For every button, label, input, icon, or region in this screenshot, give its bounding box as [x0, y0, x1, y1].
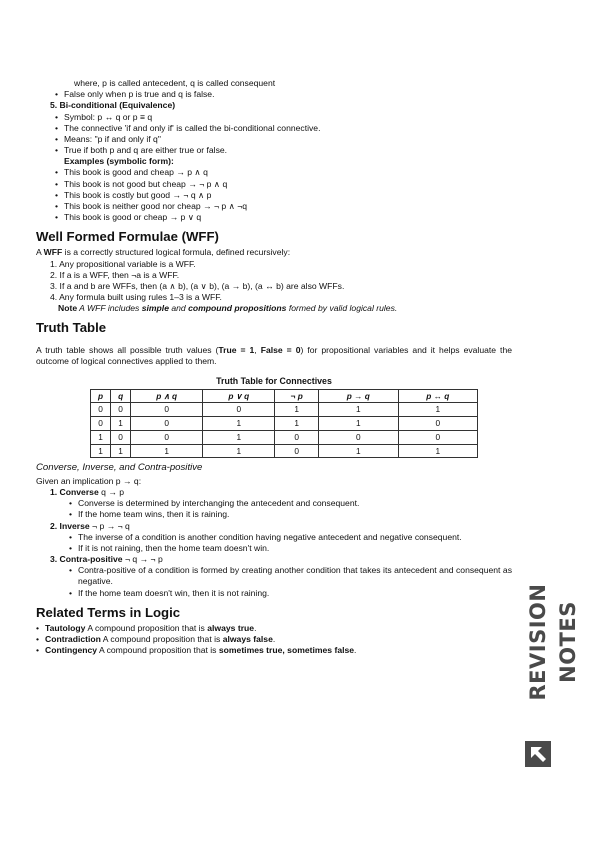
table-cell: 1	[319, 403, 398, 417]
table-cell: 1	[131, 444, 203, 458]
table-row	[91, 403, 478, 417]
header-cell: p ∨ q	[203, 389, 275, 403]
bicond-symbol: • Symbol: p ↔ q or p ≡ q	[36, 112, 512, 123]
term-end: .	[354, 645, 357, 656]
term-end: .	[272, 634, 276, 645]
example-item: • This book is costly but good → ¬ q ∧ p	[36, 190, 512, 201]
header-cell: p ↔ q	[398, 389, 478, 403]
table-row	[91, 444, 478, 458]
truth-table-title: Truth Table	[36, 320, 107, 336]
note-end: formed by valid logical rules.	[286, 303, 398, 314]
term: Contingency	[45, 645, 98, 656]
contra-bullet: • Contra-positive of a condition is formed by creating another condition that takes its antecedent and consequent as negative.	[36, 565, 512, 587]
table-cell: 0	[275, 444, 319, 458]
wff-rule: 3. If a and b are WFFs, then (a ∧ b), (a ∨ b), (a → b), (a ↔ b) are also WFFs.	[50, 280, 345, 291]
revision-notes-tab	[523, 552, 580, 772]
converse-label: 1. Converse	[50, 487, 99, 498]
wff-intro-bold: WFF	[43, 247, 63, 258]
header-cell: p → q	[319, 389, 398, 403]
table-cell: 1	[398, 444, 478, 458]
contra-bullet: • If the home team doesn't win, then it is not raining.	[36, 588, 512, 599]
header-cell: q	[111, 389, 131, 403]
converse-bullet: • Converse is determined by interchanging the antecedent and consequent.	[36, 498, 512, 509]
wff-intro	[36, 247, 512, 258]
arrow-up-left-icon	[525, 741, 551, 767]
cic-title: Converse, Inverse, and Contra-positive	[36, 462, 203, 474]
table-cell: 0	[203, 403, 275, 417]
table-cell: 1	[111, 444, 131, 458]
term-emphasis: sometimes true, sometimes false	[218, 645, 355, 656]
table-cell: 1	[203, 444, 275, 458]
term: Tautology	[45, 622, 86, 633]
converse-heading	[36, 487, 512, 498]
truth-table	[90, 389, 478, 459]
cic-given: Given an implication p → q:	[36, 475, 142, 486]
inverse-bullet: • If it is not raining, then the home team doesn't win.	[36, 543, 512, 554]
table-cell: 1	[203, 430, 275, 444]
contra-label: 3. Contra-positive	[50, 554, 123, 565]
table-cell: 1	[319, 444, 398, 458]
term-emphasis: always false	[222, 634, 273, 645]
page-content	[36, 78, 512, 656]
arrow-up-left-icon-svg	[525, 741, 551, 767]
wff-rule: 4. Any formula built using rules 1–3 is a WFF.	[50, 292, 222, 303]
table-cell: 0	[111, 430, 131, 444]
term-text: A compound proposition that is	[100, 634, 223, 645]
truth-p1: A truth table shows all possible truth values (	[36, 345, 219, 356]
header-cell: p ∧ q	[131, 389, 203, 403]
note-label: Note	[58, 303, 78, 314]
table-cell: 0	[91, 417, 111, 431]
table-cell: 0	[398, 430, 478, 444]
inverse-heading	[36, 521, 512, 532]
wff-intro-c: is a correctly structured logical formula, defined recursively:	[62, 247, 291, 258]
table-cell: 1	[203, 417, 275, 431]
table-cell: 1	[319, 417, 398, 431]
table-cell: 0	[111, 403, 131, 417]
wff-rule: 2. If a is a WFF, then ¬a is a WFF.	[50, 269, 180, 280]
bicond-connective: • The connective 'if and only if' is called the bi-conditional connective.	[36, 123, 512, 134]
inverse-bullet: • The inverse of a condition is another condition having negative antecedent and negative consequent.	[36, 532, 512, 543]
example-item: • This book is good and cheap → p ∧ q	[36, 167, 512, 178]
table-cell: 1	[275, 417, 319, 431]
example-item: • This book is not good but cheap → ¬ p ∧ q	[36, 179, 512, 190]
contra-formula: ¬ q → ¬ p	[122, 554, 163, 565]
table-cell: 0	[91, 403, 111, 417]
note-mid: and	[168, 303, 189, 314]
wff-intro-a: A	[36, 247, 44, 258]
table-caption: Truth Table for Connectives	[216, 376, 332, 387]
related-title: Related Terms in Logic	[36, 604, 181, 620]
table-cell: 0	[131, 430, 203, 444]
note-simple: simple	[141, 303, 169, 314]
table-cell: 0	[131, 417, 203, 431]
revision-notes-label: REVISION NOTES	[526, 583, 580, 701]
truth-false: False = 0	[260, 345, 301, 356]
converse-bullet: • If the home team wins, then it is raining.	[36, 509, 512, 520]
table-cell: 0	[275, 430, 319, 444]
related-item	[36, 623, 512, 634]
converse-formula: q → p	[98, 487, 125, 498]
table-cell: 0	[398, 417, 478, 431]
wff-rule: 1. Any propositional variable is a WFF.	[50, 258, 196, 269]
example-item: • This book is good or cheap → p ∨ q	[36, 212, 512, 223]
inverse-label: 2. Inverse	[50, 520, 90, 531]
table-cell: 1	[91, 444, 111, 458]
term: Contradiction	[45, 634, 101, 645]
header-cell: ¬ p	[275, 389, 319, 403]
table-row	[91, 430, 478, 444]
antecedent-line: where, p is called antecedent, q is called consequent	[74, 78, 276, 88]
bicond-means: • Means: "p if and only if q"	[36, 134, 512, 145]
term-end: .	[254, 622, 257, 633]
wff-title: Well Formed Formulae (WFF)	[36, 229, 219, 245]
table-row	[91, 417, 478, 431]
term-text: A compound proposition that is	[85, 622, 208, 633]
examples-label: Examples (symbolic form):	[64, 156, 174, 167]
truth-true: True = 1	[218, 345, 255, 356]
related-item	[36, 634, 512, 645]
example-item: • This book is neither good nor cheap → ¬ p ∧ ¬q	[36, 201, 512, 212]
truth-p2: ,	[254, 345, 261, 356]
false-line: • False only when p is true and q is false.	[36, 89, 512, 100]
header-cell: p	[91, 389, 111, 403]
table-cell: 1	[398, 403, 478, 417]
table-cell: 0	[319, 430, 398, 444]
note-compound: compound propositions	[188, 303, 287, 314]
biconditional-heading: 5. Bi-conditional (Equivalence)	[50, 100, 176, 111]
wff-note	[36, 303, 512, 314]
table-header-row	[91, 389, 478, 403]
term-text: A compound proposition that is	[97, 645, 219, 656]
inverse-formula: ¬ p → ¬ q	[89, 520, 130, 531]
truth-p3: ) for propositional variables and it helps evaluate the outcome of logical connectives applied to them.	[36, 345, 513, 367]
related-item	[36, 645, 512, 656]
truth-intro	[36, 345, 512, 367]
term-emphasis: always true	[207, 622, 255, 633]
contra-heading	[36, 554, 512, 565]
table-cell: 0	[131, 403, 203, 417]
table-cell: 1	[111, 417, 131, 431]
table-cell: 1	[275, 403, 319, 417]
bicond-true-if: • True if both p and q are either true or false.	[36, 145, 512, 156]
table-cell: 1	[91, 430, 111, 444]
note-text: A WFF includes	[77, 303, 142, 314]
